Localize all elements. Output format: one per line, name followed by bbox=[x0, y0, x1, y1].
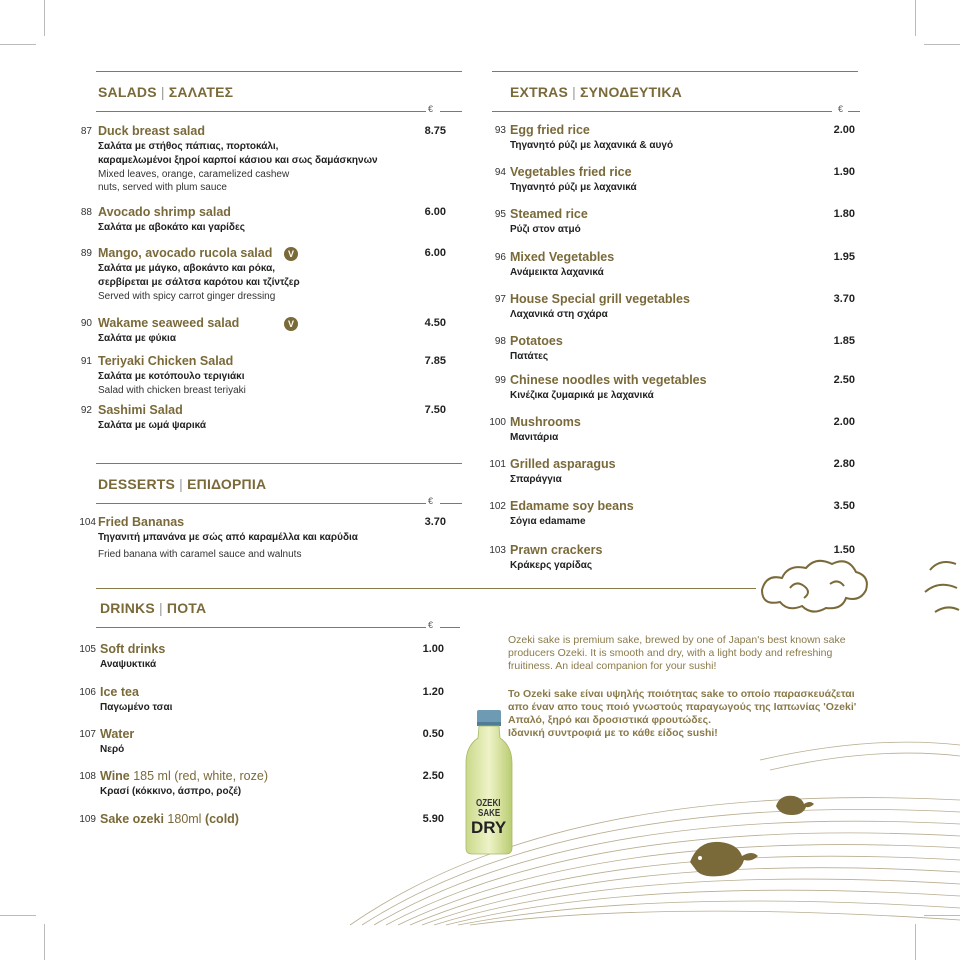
drinks-heading: DRINKS | ΠΟΤΑ bbox=[100, 600, 207, 616]
item-price: 2.00 bbox=[833, 124, 855, 136]
item-price: 2.00 bbox=[833, 416, 855, 428]
item-name bbox=[100, 769, 268, 783]
item-number: 107 bbox=[79, 729, 96, 740]
item-price: 2.50 bbox=[833, 374, 855, 386]
item-number: 102 bbox=[489, 501, 506, 512]
salads-heading: SALADS | ΣΑΛΑΤΕΣ bbox=[98, 84, 234, 100]
item-price: 1.50 bbox=[833, 544, 855, 556]
item-price: 5.90 bbox=[422, 813, 444, 825]
item-name: Edamame soy beans bbox=[510, 499, 634, 513]
vegetarian-badge: V bbox=[284, 247, 298, 261]
item-name: Mushrooms bbox=[510, 415, 581, 429]
item-price: 3.50 bbox=[833, 500, 855, 512]
item-number: 96 bbox=[494, 252, 506, 263]
desserts-heading: DESSERTS | ΕΠΙΔΟΡΠΙΑ bbox=[98, 476, 267, 492]
section-rule bbox=[492, 111, 832, 112]
section-rule bbox=[96, 111, 426, 112]
sake-info-line: Ιδανική συντροφιά με το κάθε είδος sushi! bbox=[508, 727, 718, 739]
item-name: Sashimi Salad bbox=[98, 403, 183, 417]
item-name: Teriyaki Chicken Salad bbox=[98, 354, 234, 368]
item-description-english: nuts, served with plum sauce bbox=[98, 182, 227, 193]
item-description-greek: Τηγανητό ρύζι με λαχανικά bbox=[510, 182, 637, 193]
section-rule bbox=[96, 503, 426, 504]
item-description-greek: Σπαράγγια bbox=[510, 474, 562, 485]
item-number: 98 bbox=[494, 336, 506, 347]
item-name: Mango, avocado rucola salad bbox=[98, 246, 273, 260]
item-name bbox=[100, 685, 139, 699]
item-description-greek: Σαλάτα με αβοκάτο και γαρίδες bbox=[98, 222, 245, 233]
item-name bbox=[100, 812, 239, 826]
item-description-greek: Ρύζι στον ατμό bbox=[510, 224, 581, 235]
item-description-greek: Σαλάτα με μάγκο, αβοκάντο και ρόκα, bbox=[98, 263, 276, 274]
drink-name: Wine bbox=[100, 769, 130, 783]
item-description-greek: Παγωμένο τσαι bbox=[100, 702, 173, 713]
item-name: Fried Bananas bbox=[98, 515, 185, 529]
item-price: 6.00 bbox=[424, 247, 446, 259]
section-rule bbox=[96, 627, 426, 628]
item-description-greek: καραμελωμένοι ξηροί καρποί κάσιου και σως δαμάσκηνων bbox=[98, 155, 378, 166]
item-number: 91 bbox=[80, 356, 92, 367]
item-number: 103 bbox=[489, 545, 506, 556]
item-price: 0.50 bbox=[422, 728, 444, 740]
item-description-greek: Τηγανητό ρύζι με λαχανικά & αυγό bbox=[510, 140, 674, 151]
item-description-greek: σερβίρεται με σάλτσα καρότου και τζίντζερ bbox=[98, 277, 300, 288]
item-number: 89 bbox=[80, 248, 92, 259]
drink-size: 180ml bbox=[163, 812, 205, 826]
item-description-greek: Σαλάτα με φύκια bbox=[98, 333, 176, 344]
item-description-greek: Σαλάτα με ωμά ψαρικά bbox=[98, 420, 207, 431]
item-price: 7.85 bbox=[424, 355, 446, 367]
section-rule bbox=[440, 503, 462, 504]
drink-serving: (cold) bbox=[204, 812, 239, 826]
item-name: Avocado shrimp salad bbox=[98, 205, 231, 219]
item-number: 101 bbox=[489, 459, 506, 470]
sake-info-line: απο έναν απο τους ποιό γνωστούς παραγωγούς της Ιαπωνίας 'Ozeki' bbox=[508, 701, 857, 713]
item-name: Prawn crackers bbox=[510, 543, 603, 557]
section-rule bbox=[440, 111, 462, 112]
item-name: Vegetables fried rice bbox=[510, 165, 632, 179]
item-number: 88 bbox=[80, 207, 92, 218]
currency-label: € bbox=[428, 104, 434, 114]
item-description-greek: Σαλάτα με κοτόπουλο τεριγιάκι bbox=[98, 371, 245, 382]
item-description-greek: Κινέζικα ζυμαρικά με λαχανικά bbox=[510, 390, 654, 401]
item-number: 94 bbox=[494, 167, 506, 178]
bottle-label-line3: DRY bbox=[471, 818, 507, 837]
item-price: 3.70 bbox=[424, 516, 446, 528]
item-description-english: Salad with chicken breast teriyaki bbox=[98, 385, 246, 396]
extras-heading: EXTRAS | ΣΥΝΟΔΕΥΤΙΚΑ bbox=[510, 84, 682, 100]
section-rule bbox=[96, 588, 756, 589]
drink-name: Water bbox=[100, 727, 135, 741]
sake-info-line: producers Ozeki. It is smooth and dry, with a light body and refreshing bbox=[508, 647, 833, 659]
item-price: 1.85 bbox=[833, 335, 855, 347]
drink-name: Ice tea bbox=[100, 685, 139, 699]
item-description-english: Served with spicy carrot ginger dressing bbox=[98, 291, 276, 302]
item-description-greek: Μανιτάρια bbox=[510, 432, 559, 443]
drink-size: 185 ml (red, white, roze) bbox=[129, 769, 268, 783]
item-name: Potatoes bbox=[510, 334, 563, 348]
item-number: 93 bbox=[494, 125, 506, 136]
item-description-greek: Σόγια edamame bbox=[510, 516, 586, 527]
item-name: Duck breast salad bbox=[98, 124, 205, 138]
item-name: Egg fried rice bbox=[510, 123, 590, 137]
bottle-label-line2: SAKE bbox=[478, 806, 501, 819]
item-description-greek: Κράκερς γαρίδας bbox=[510, 560, 593, 571]
sake-info-line: Απαλό, ξηρό και δροσιστικά φρουτώδες. bbox=[508, 714, 712, 726]
item-number: 97 bbox=[494, 294, 506, 305]
currency-label: € bbox=[428, 620, 434, 630]
item-price: 6.00 bbox=[424, 206, 446, 218]
section-rule bbox=[848, 111, 860, 112]
section-rule bbox=[492, 71, 858, 72]
section-rule bbox=[440, 627, 460, 628]
bottle-label-line1: OZEKI bbox=[476, 796, 501, 809]
item-description-greek: Πατάτες bbox=[510, 351, 549, 362]
item-name: House Special grill vegetables bbox=[510, 292, 690, 306]
item-price: 3.70 bbox=[833, 293, 855, 305]
item-price: 7.50 bbox=[424, 404, 446, 416]
item-name bbox=[100, 727, 134, 741]
item-description-greek: Νερό bbox=[100, 744, 125, 755]
item-price: 2.80 bbox=[833, 458, 855, 470]
section-rule bbox=[96, 463, 462, 464]
item-description-english: Fried banana with caramel sauce and walnuts bbox=[98, 549, 302, 560]
item-description-greek: Αναψυκτικά bbox=[100, 659, 157, 670]
item-number: 105 bbox=[79, 644, 96, 655]
item-number: 106 bbox=[79, 687, 96, 698]
item-description-greek: Κρασί (κόκκινο, άσπρο, ροζέ) bbox=[100, 786, 242, 797]
item-description-greek: Σαλάτα με στήθος πάπιας, πορτοκάλι, bbox=[98, 141, 279, 152]
drink-name: Sake ozeki bbox=[100, 812, 164, 826]
sake-info-line: Ozeki sake is premium sake, brewed by one of Japan's best known sake bbox=[508, 634, 846, 646]
item-number: 90 bbox=[80, 318, 92, 329]
item-description-greek: Τηγανιτή μπανάνα με σώς από καραμέλλα και καρύδια bbox=[98, 532, 358, 543]
sake-info-line: Το Ozeki sake είναι υψηλής ποιότητας sake το οποίο παρασκευάζεται bbox=[508, 688, 855, 700]
item-number: 100 bbox=[489, 417, 506, 428]
item-price: 1.95 bbox=[833, 251, 855, 263]
vegetarian-badge: V bbox=[284, 317, 298, 331]
item-number: 99 bbox=[494, 375, 506, 386]
item-number: 92 bbox=[80, 405, 92, 416]
item-name: Steamed rice bbox=[510, 207, 588, 221]
item-price: 1.80 bbox=[833, 208, 855, 220]
item-name: Grilled asparagus bbox=[510, 457, 616, 471]
currency-label: € bbox=[838, 104, 844, 114]
item-description-greek: Λαχανικά στη σχάρα bbox=[510, 309, 608, 320]
drink-name: Soft drinks bbox=[100, 642, 166, 656]
item-price: 1.90 bbox=[833, 166, 855, 178]
item-number: 109 bbox=[79, 814, 96, 825]
item-price: 1.00 bbox=[422, 643, 444, 655]
item-price: 2.50 bbox=[422, 770, 444, 782]
item-description-greek: Ανάμεικτα λαχανικά bbox=[510, 267, 604, 278]
item-number: 95 bbox=[494, 209, 506, 220]
item-number: 108 bbox=[79, 771, 96, 782]
currency-label: € bbox=[428, 496, 434, 506]
item-price: 4.50 bbox=[424, 317, 446, 329]
item-number: 104 bbox=[79, 517, 96, 528]
item-price: 1.20 bbox=[422, 686, 444, 698]
item-name: Wakame seaweed salad bbox=[98, 316, 240, 330]
item-name: Mixed Vegetables bbox=[510, 250, 615, 264]
item-price: 8.75 bbox=[424, 125, 446, 137]
section-rule bbox=[96, 71, 462, 72]
sake-info-line: fruitiness. An ideal companion for your sushi! bbox=[508, 660, 717, 672]
item-name: Chinese noodles with vegetables bbox=[510, 373, 707, 387]
item-description-english: Mixed leaves, orange, caramelized cashew bbox=[98, 169, 290, 180]
item-name bbox=[100, 642, 165, 656]
item-number: 87 bbox=[80, 126, 92, 137]
